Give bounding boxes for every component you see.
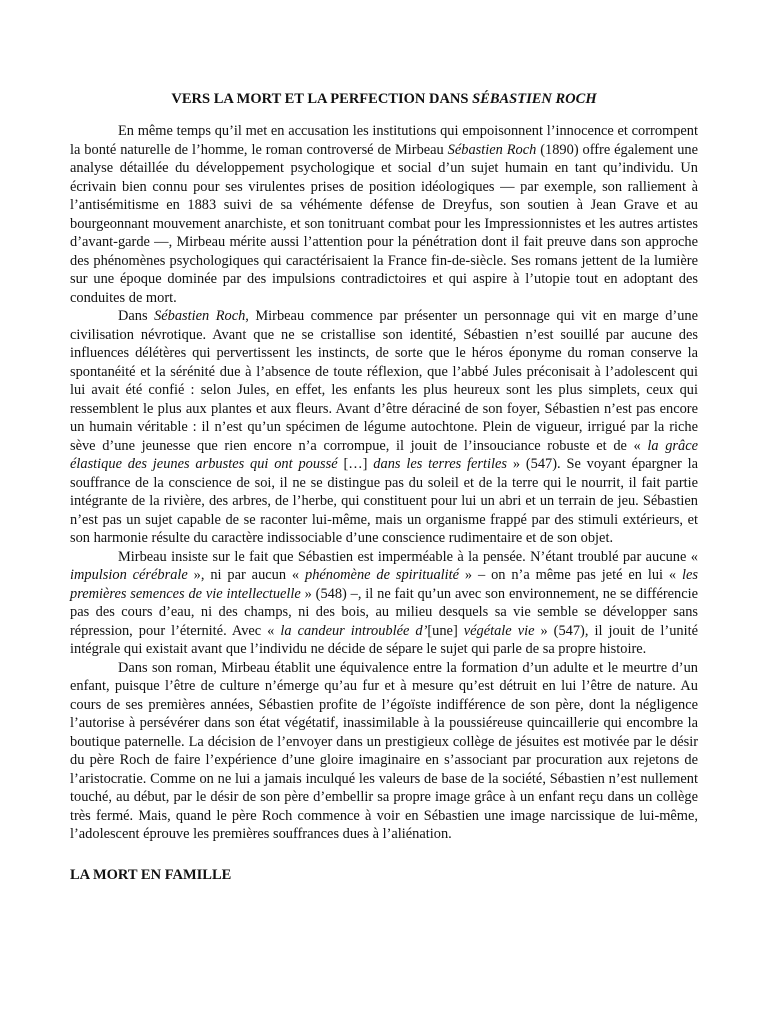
paragraph — [70, 659, 698, 844]
italic-run: la grâce élastique des jeunes arbustes qui ont poussé — [70, 437, 698, 472]
italic-run: Sébastien Roch — [154, 308, 246, 324]
italic-run: les premières semences de vie intellectuelle — [70, 567, 698, 602]
text-run: » (547), il jouit de l’unité intégrale qui existait avant que l’individu ne décide de sépare le sujet qui parle de sa propre histoire. — [70, 622, 699, 657]
italic-run: dans les terres fertiles — [373, 456, 507, 472]
italic-run: phénomène de spiritualité — [305, 567, 460, 583]
paragraph — [70, 548, 698, 659]
paragraph — [70, 122, 698, 307]
italic-run: végétale vie — [463, 622, 535, 639]
text-run: » (547). Se voyant épargner la souffrance de la conscience de soi, il ne se distingue pas du soleil et de la terre qui le nourrit, il fait partie intégrante de la rivière, des arbres, de l’herbe, qui constituent pour lui un abri et un terrain de jeu. Sébastien n’est pas un sujet capable de se raconter lui-même, mais un organisme frappé par des stimuli extérieurs, et son harmonie résulte du caractère indissociable d’une conscience rudimentaire et de son objet. — [70, 456, 698, 546]
text-run: », ni par aucun « — [187, 567, 305, 583]
title-italic: SÉBASTIEN ROCH — [472, 91, 597, 107]
italic-run: Sébastien Roch — [447, 141, 537, 158]
text-run: , Mirbeau commence par présenter un personnage qui vit en marge d’une civilisation névrotique. Avant que ne se cristallise son identité, Sébastien n’est souillé par aucune des influences délétères qui pervertissent les instincts, de sorte que le héros éponyme du roman conserve la spontanéité et la sérénité due à l’absence de toute réflexion, que l’abbé Jules préconisait à l’adolescent qui lui avait été confié : selon Jules, en effet, les enfants les plus heureux sont les plus simplets, ceux qui ressemblent le plus aux plantes et aux fleurs. Avant d’être déraciné de son foyer, Sébastien n’est pas encore un humain véritable : il n’est qu’un spécimen de légume autochtone. Plein de vigueur, irrigué par la riche sève d’une jeunesse que rien encore n’a corrompue, il jouit de l’insouciance robuste et de « — [70, 308, 698, 454]
section-heading: LA MORT EN FAMILLE — [70, 867, 232, 883]
text-run: Mirbeau insiste sur le fait que Sébastien est imperméable à la pensée. N’étant troublé par aucune « — [118, 548, 698, 565]
text-run: […] — [337, 456, 374, 472]
italic-run: la candeur introublée d’ — [280, 622, 428, 639]
paragraph — [70, 307, 698, 548]
page-title — [70, 90, 698, 108]
text-run: » (548) –, il ne fait qu’un avec son environnement, ne se différencie pas des cours d’eau, ni des champs, ni des bois, au milieu desquels sa vie semble se développer sans répression, pour l’éternité. Avec « — [70, 585, 698, 639]
article-body — [70, 122, 698, 844]
text-run: En même temps qu’il met en accusation les institutions qui empoisonnent l’innocence et corrompent la bonté naturelle de l’homme, le roman controversé de Mirbeau — [70, 123, 698, 158]
text-run: [une] — [427, 622, 464, 639]
text-run: Dans son roman, Mirbeau établit une équivalence entre la formation d’un adulte et le meurtre d’un enfant, puisque l’être de culture n’émerge qu’au fur et à mesure qu’est détruit en lui l’être de nature. Au cours de ses premières années, Sébastien profite de l’égoïste indifférence de son père, dont la négligence l’autorise à persévérer dans son état végétatif, inassimilable à la poussiéreuse quincaillerie qui encombre la boutique paternelle. La décision de l’envoyer dans un prestigieux collège de jésuites est motivée par le désir du père Roch de faire l’expérience d’une gloire imaginaire en s’associant par procuration aux rejetons de l’aristocratie. Comme on ne lui a jamais inculqué les valeurs de base de la société, Sébastien n’est nullement touché, au début, par le désir de son père d’embellir sa propre image grâce à un enfant reçu dans un collège très fermé. Mais, quand le père Roch commence à voir en Sébastien une image narcissique de lui-même, l’adolescent éprouve les premières souffrances dues à l’aliénation. — [70, 659, 698, 842]
text-run: Dans — [118, 308, 155, 324]
italic-run: impulsion cérébrale — [70, 567, 188, 583]
text-run: » – on n’a même pas jeté en lui « — [459, 567, 682, 583]
title-main: VERS LA MORT ET LA PERFECTION DANS — [171, 91, 473, 107]
text-run: (1890) offre également une analyse détaillée du développement psychologique et social d’un sujet humain en tant qu’individu. Un écrivain bien connu pour ses virulentes prises de position idéologiques — par exemple, son ralliement à l’antisémitisme en 1883 suivi de sa véhémente défense de Dreyfus, son soutien à Jean Grave et au bourgeonnant mouvement anarchiste, et son tonitruant combat pour les Impressionnistes et les autres artistes d’avant-garde —, Mirbeau mérite aussi l’attention pour la pénétration dont il fait preuve dans son approche des phénomènes psychologiques qui caractérisaient la France fin-de-siècle. Ses romans jettent de la lumière sur une époque dominée par des impulsions contradictoires et qui aspire à l’utopie tout en adoptant des conduites de mort. — [70, 141, 698, 306]
